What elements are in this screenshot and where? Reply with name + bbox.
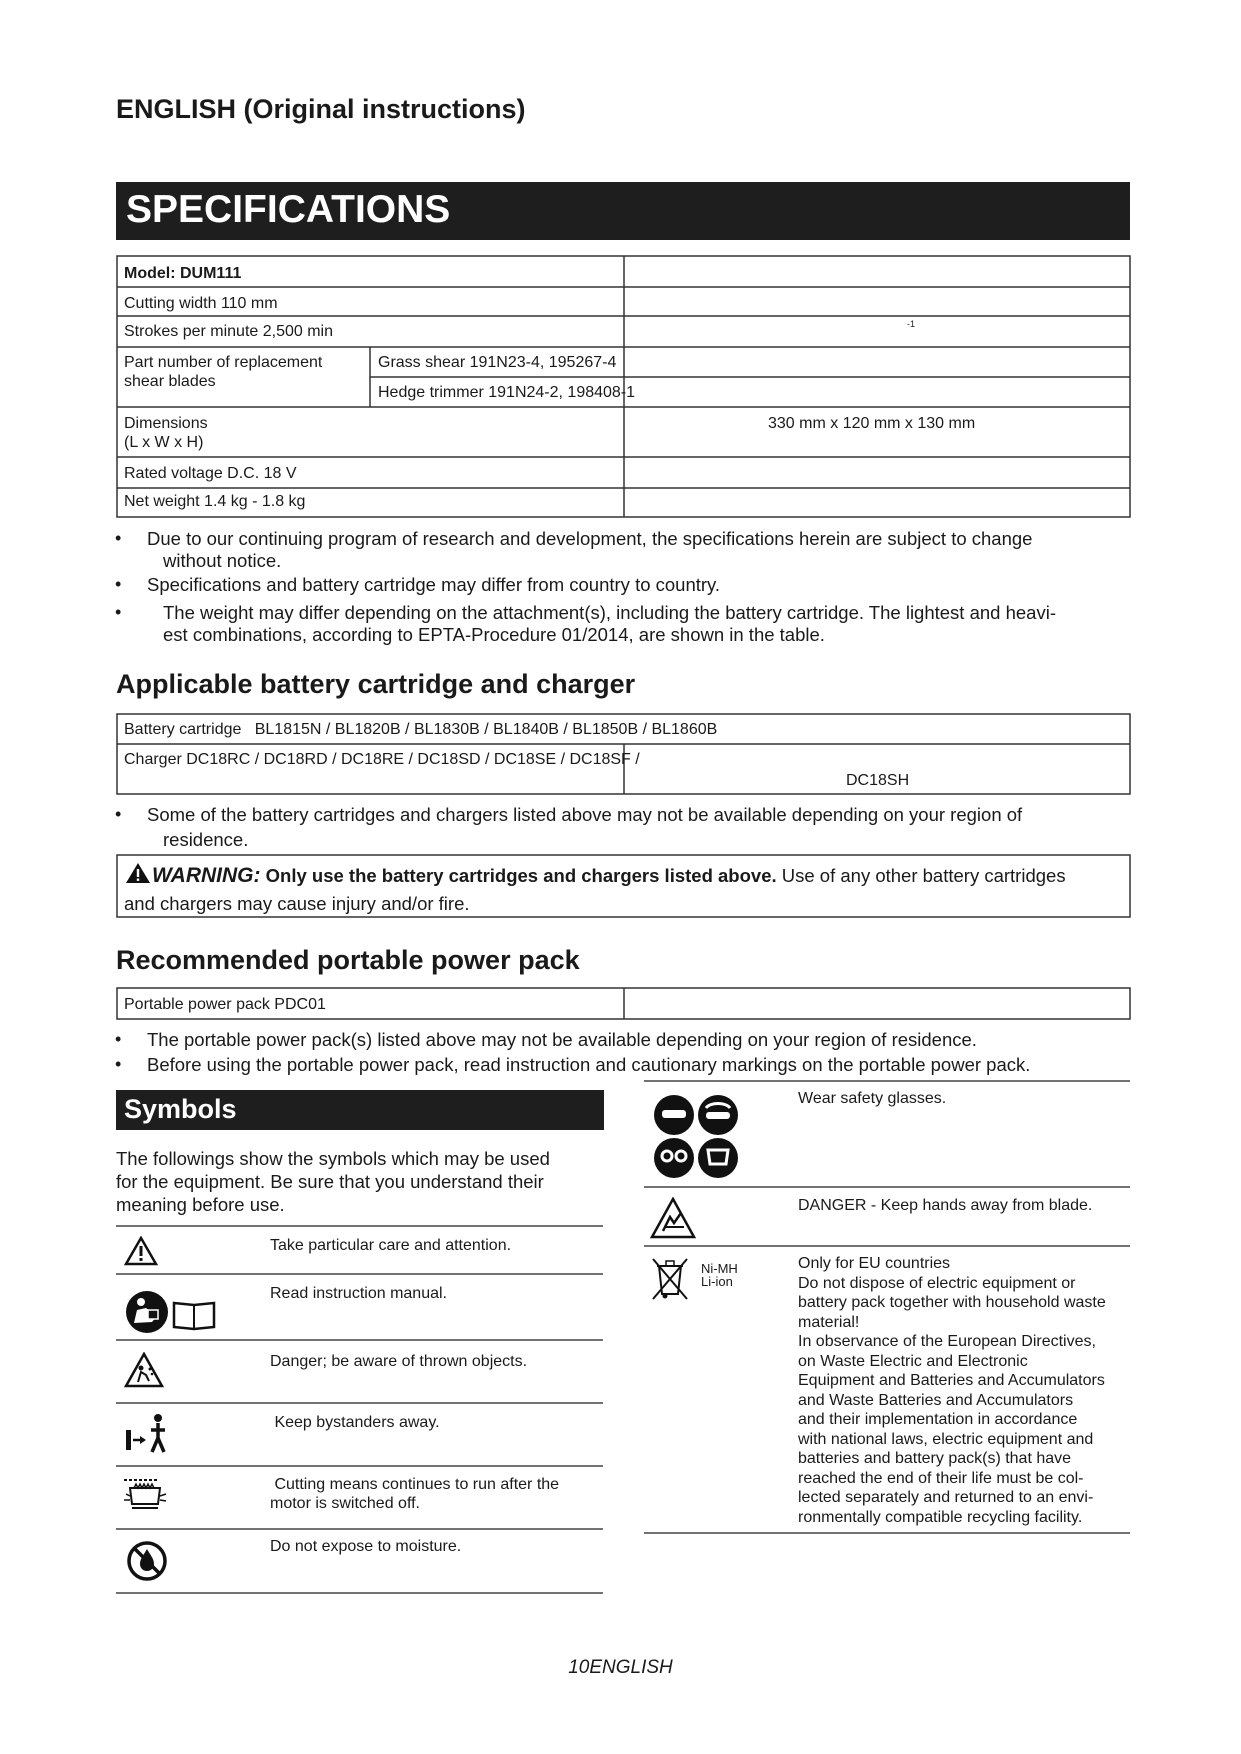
spec-cutting-width: Cutting width 110 mm — [124, 295, 278, 312]
bullet-dot: • — [115, 1029, 122, 1049]
battery-type-nimh: Ni-MH — [701, 1261, 738, 1276]
weee-bin-icon — [650, 1256, 690, 1302]
symbols-intro-line2: for the equipment. Be sure that you understand their — [116, 1171, 544, 1192]
symbols-intro-line3: meaning before use. — [116, 1194, 285, 1215]
symbol-text-manual: Read instruction manual. — [270, 1285, 447, 1302]
spec-model: Model: DUM111 — [124, 265, 242, 282]
weee-line: material! — [798, 1313, 860, 1331]
weee-line: ronmentally compatible recycling facility. — [798, 1508, 1083, 1526]
spec-note-1-line1: Due to our continuing program of research and development, the specifications herein are subject to change — [147, 528, 1033, 549]
weee-line: batteries and battery pack(s) that have — [798, 1450, 1072, 1467]
warning-icon — [125, 862, 151, 884]
battery-note-line1: Some of the battery cartridges and chargers listed above may not be available depending on your region of — [147, 804, 1023, 825]
thrown-objects-icon — [124, 1352, 164, 1388]
battery-heading: Applicable battery cartridge and charger — [116, 669, 636, 699]
spec-note-2: Specifications and battery cartridge may differ from country to country. — [147, 574, 721, 595]
spec-dimensions-value: 330 mm x 120 mm x 130 mm — [768, 415, 976, 432]
read-manual-icon — [124, 1289, 220, 1335]
battery-type-liion: Li-ion — [701, 1274, 733, 1289]
bullet-dot: • — [115, 1054, 122, 1074]
no-moisture-icon — [126, 1540, 168, 1582]
symbols-heading: Symbols — [116, 1090, 604, 1130]
charger-extra: DC18SH — [846, 772, 910, 789]
symbol-text-run-on-1: Cutting means continues to run after the — [270, 1476, 560, 1493]
symbol-text-moisture: Do not expose to moisture. — [270, 1538, 462, 1555]
spec-strokes: Strokes per minute 2,500 min — [124, 323, 333, 340]
warning-triangle-icon — [124, 1236, 158, 1266]
battery-cartridge-row: Battery cartridge BL1815N / BL1820B / BL1830B / BL1840B / BL1850B / BL1860B — [124, 721, 718, 738]
weee-line: Equipment and Batteries and Accumulators — [798, 1372, 1105, 1389]
warning-label: WARNING: — [152, 864, 261, 887]
power-pack-heading: Recommended portable power pack — [116, 945, 580, 975]
bullet-dot: • — [115, 528, 122, 548]
symbol-text-glasses: Wear safety glasses. — [798, 1090, 947, 1107]
spec-hedge-trimmer: Hedge trimmer 191N24-2, 198408-1 — [378, 384, 636, 401]
spec-dimensions-label: Dimensions — [124, 415, 208, 432]
symbol-text-care: Take particular care and attention. — [270, 1237, 512, 1254]
weee-text — [798, 1254, 1106, 1527]
spec-dimensions-sub: (L x W x H) — [124, 434, 204, 451]
spec-grass-shear: Grass shear 191N23-4, 195267-4 — [378, 354, 617, 371]
blade-run-on-icon — [120, 1474, 170, 1520]
weee-line: and their implementation in accordance — [798, 1411, 1078, 1428]
bystanders-icon — [124, 1412, 172, 1456]
page-language-title: ENGLISH (Original instructions) — [116, 94, 526, 124]
spec-note-3-line2: est combinations, according to EPTA-Procedure 01/2014, are shown in the table. — [163, 624, 825, 645]
weee-line: In observance of the European Directives, — [798, 1333, 1096, 1350]
bullet-dot: • — [115, 602, 122, 622]
spec-net-weight: Net weight 1.4 kg - 1.8 kg — [124, 493, 306, 510]
bullet-dot: • — [115, 804, 122, 824]
weee-line: with national laws, electric equipment and — [798, 1430, 1094, 1448]
weee-line: and Waste Batteries and Accumulators — [798, 1391, 1074, 1409]
safety-glasses-icon — [652, 1094, 742, 1180]
symbol-text-run-on-2: motor is switched off. — [270, 1495, 420, 1512]
battery-note-line2: residence. — [163, 829, 249, 850]
charger-row: Charger DC18RC / DC18RD / DC18RE / DC18SD / DC18SE / DC18SF / — [124, 751, 640, 768]
warning-line1 — [152, 865, 1066, 887]
spec-strokes-superscript: -1 — [907, 319, 916, 329]
page-footer: 10ENGLISH — [568, 1657, 673, 1678]
symbol-text-thrown: Danger; be aware of thrown objects. — [270, 1353, 528, 1370]
symbol-text-bystanders: Keep bystanders away. — [270, 1414, 440, 1431]
bullet-dot: • — [115, 574, 122, 594]
weee-line: reached the end of their life must be col- — [798, 1469, 1084, 1487]
power-pack-note-1: The portable power pack(s) listed above may not be available depending on your region of residence. — [147, 1029, 977, 1050]
symbols-intro-line1: The followings show the symbols which may be used — [116, 1148, 550, 1169]
power-pack-note-2: Before using the portable power pack, read instruction and cautionary markings on the portable power pack. — [147, 1054, 1031, 1075]
warning-text1: Use of any other battery cartridges — [776, 865, 1066, 886]
spec-note-1-line2: without notice. — [163, 550, 282, 571]
weee-line: battery pack together with household waste — [798, 1294, 1106, 1311]
spec-rated-voltage: Rated voltage D.C. 18 V — [124, 465, 297, 482]
weee-line: on Waste Electric and Electronic — [798, 1352, 1028, 1370]
spec-part-number-label: Part number of replacement shear blades — [124, 354, 323, 390]
weee-line: lected separately and returned to an envi- — [798, 1489, 1094, 1506]
symbol-text-hands: DANGER - Keep hands away from blade. — [798, 1197, 1093, 1214]
warning-bold-text: Only use the battery cartridges and chargers listed above. — [265, 865, 777, 886]
spec-note-3-line1: The weight may differ depending on the attachment(s), including the battery cartridge. The lightest and heavi- — [163, 602, 1056, 623]
power-pack-row: Portable power pack PDC01 — [124, 996, 326, 1013]
hand-blade-danger-icon — [650, 1197, 696, 1239]
specifications-heading: SPECIFICATIONS — [116, 182, 1130, 240]
weee-line: Only for EU countries — [798, 1255, 951, 1272]
warning-line2: and chargers may cause injury and/or fire. — [124, 893, 470, 914]
weee-line: Do not dispose of electric equipment or — [798, 1274, 1076, 1292]
